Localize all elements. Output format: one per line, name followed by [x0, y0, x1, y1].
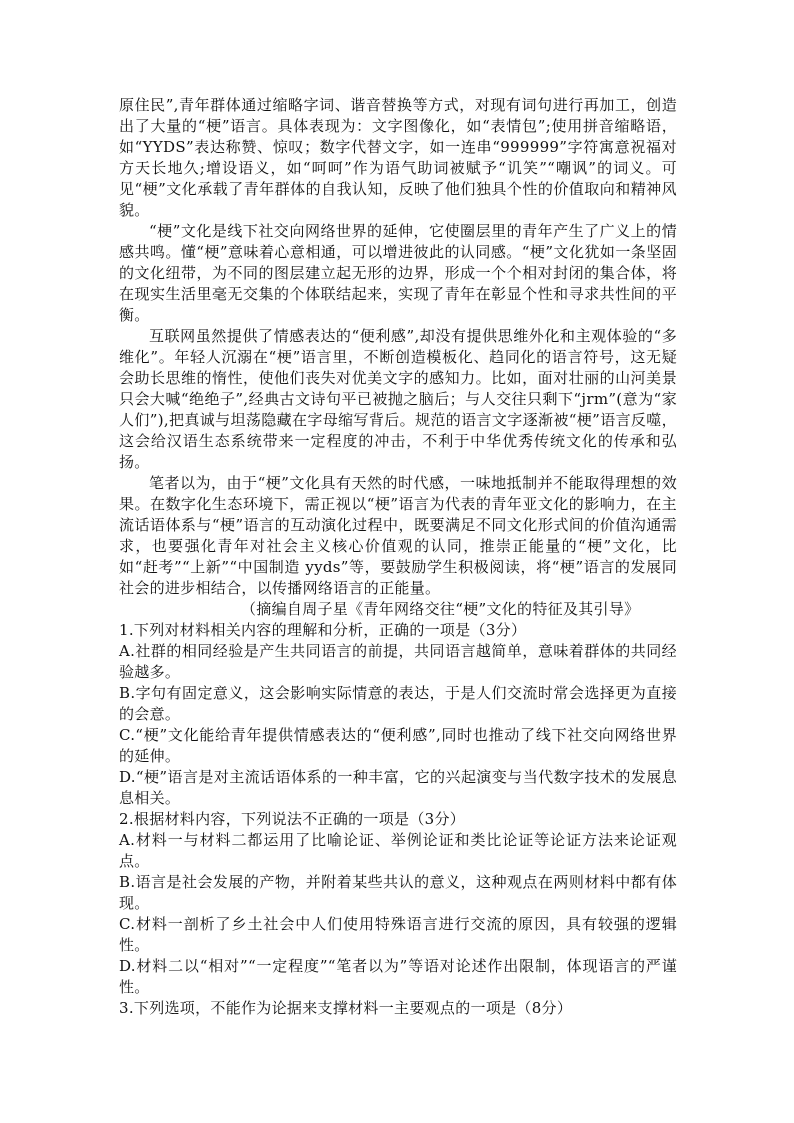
document-body — [119, 95, 677, 1019]
question-2-option-a: A.材料一与材料二都运用了比喻论证、举例论证和类比论证等论证方法来论证观点。 — [119, 831, 677, 870]
source-citation: （摘编自周子星《青年网络交往“梗”文化的特征及其引导》 — [241, 600, 640, 618]
paragraph-author-view: 笔者以为，由于“梗”文化具有天然的时代感，一味地抵制并不能取得理想的效果。在数字化生态环境下，需正视以“梗”语言为代表的青年亚文化的影响力，在主流话语体系与“梗”语言的互动演化过程中，既要满足不同文化形式间的价值沟通需求，也要强化青年对社会主义核心价值观的认同，推崇正能量的“梗”文化，比如“赶考”“上新”“中国制造 yyds”等，要鼓励学生积极阅读，将“梗”语言的发展同社会的进步相结合，以传播网络语言的正能量。 — [119, 474, 677, 597]
question-2-option-d: D.材料二以“相对”“一定程度”“笔者以为”等语对论述作出限制，体现语言的严谨性。 — [119, 957, 677, 996]
question-2-stem: 2.根据材料内容，下列说法不正确的一项是（3分） — [119, 810, 466, 828]
question-1-option-b: B.字句有固定意义，这会影响实际情意的表达，于是人们交流时常会选择更为直接的会意。 — [119, 684, 677, 723]
question-1-option-c: C.“梗”文化能给青年提供情感表达的“便利感”,同时也推动了线下社交向网络世界的延伸。 — [119, 726, 677, 765]
question-1-stem: 1.下列对材料相关内容的理解和分析，正确的一项是（3分） — [119, 621, 527, 639]
paragraph-geng-extension: “梗”文化是线下社交向网络世界的延伸，它使圈层里的青年产生了广义上的情感共鸣。懂“梗”意味着心意相通，可以增进彼此的认同感。“梗”文化犹如一条坚固的文化纽带，为不同的图层建立起无形的边界，形成一个个相对封闭的集合体，将在现实生活里毫无交集的个体联结起来，实现了青年在彰显个性和寻求共性间的平衡。 — [119, 222, 677, 324]
question-1-option-a: A.社群的相同经验是产生共同语言的前提，共同语言越简单，意味着群体的共同经验越多。 — [119, 642, 677, 681]
question-2-option-c: C.材料一剖析了乡土社会中人们使用特殊语言进行交流的原因，具有较强的逻辑性。 — [119, 915, 677, 954]
question-3-stem: 3.下列选项，不能作为论据来支撑材料一主要观点的一项是（8分） — [119, 999, 573, 1017]
paragraph-continuation: 原住民”,青年群体通过缩略字词、谐音替换等方式，对现有词句进行再加工，创造出了大量的“梗”语言。具体表现为：文字图像化，如“表情包”;使用拼音缩略语，如“YYDS”表达称赞、惊叹；数字代替文字，如一连串“999999”字符寓意祝福对方天长地久;增设语义，如“呵呵”作为语气助词被赋予“讥笑”“嘲讽”的词义。可见“梗”文化承载了青年群体的自我认知，反映了他们独具个性的价值取向和精神风貌。 — [119, 96, 677, 219]
question-1-option-d: D.“梗”语言是对主流话语体系的一种丰富，它的兴起演变与当代数字技术的发展息息相关。 — [119, 768, 677, 807]
paragraph-internet-convenience: 互联网虽然提供了情感表达的“便利感”,却没有提供思维外化和主观体验的“多维化”。年轻人沉溺在“梗”语言里，不断创造模板化、趋同化的语言符号，这无疑会助长思维的惰性，使他们丧失对优美文字的感知力。比如，面对壮丽的山河美景只会大喊“绝绝子”,经典古文诗句平已被抛之脑后；与人交往只剩下“jrm”(意为“家人们”),把真诚与坦荡隐藏在字母缩写背后。规范的语言文字逐渐被“梗”语言反噬，这会给汉语生态系统带来一定程度的冲击，不利于中华优秀传统文化的传承和弘扬。 — [119, 327, 677, 471]
question-2-option-b: B.语言是社会发展的产物，并附着某些共认的意义，这种观点在两则材料中都有体现。 — [119, 873, 677, 912]
